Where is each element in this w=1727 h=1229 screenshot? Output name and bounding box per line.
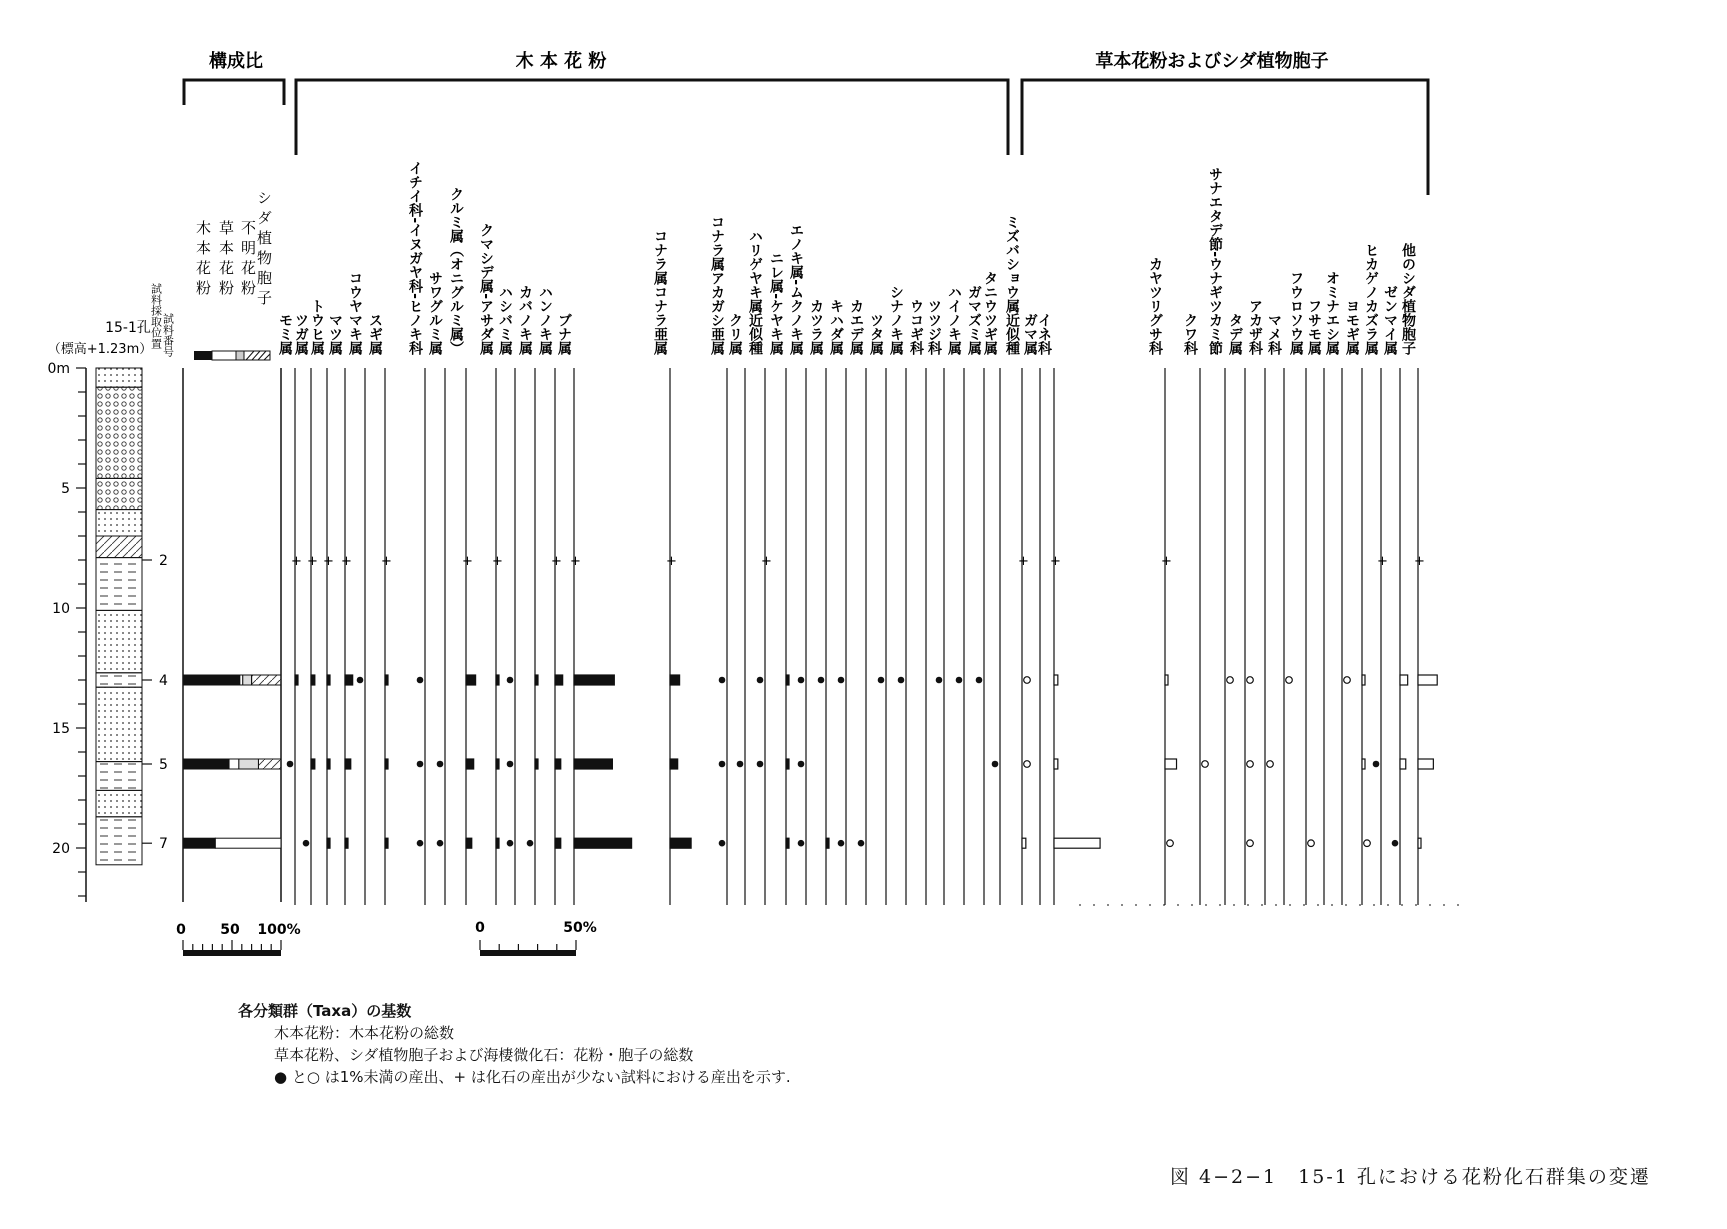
composition-panel: [183, 190, 281, 902]
composition-label: 不明花粉: [239, 220, 257, 300]
taxon-label: カヤツリグサ科: [1147, 257, 1163, 355]
legend: [238, 1000, 791, 1088]
taxon-trace-filled: [757, 677, 764, 684]
taxon-label: ツタ属: [868, 313, 884, 355]
taxon-label: エノキ属-ムクノキ属: [788, 223, 804, 355]
taxon-bar: [786, 675, 789, 685]
taxon-trace-filled: [992, 761, 999, 768]
taxon-label: カエデ属: [848, 299, 864, 355]
baseline-dot: [1079, 904, 1081, 906]
taxon-bar: [1362, 759, 1365, 769]
taxon-bar: [670, 759, 678, 769]
core-section: [47, 283, 174, 902]
taxon-column: [1344, 299, 1370, 905]
taxon-label: カツラ属: [808, 299, 824, 355]
taxon-label: フウロソウ属: [1288, 271, 1304, 355]
composition-bracket: [184, 80, 284, 105]
header-labels: [205, 48, 1360, 74]
baseline-dot: [1177, 904, 1179, 906]
taxon-label: サワグルミ属: [427, 271, 443, 355]
taxon-bar: [555, 838, 561, 848]
taxon-bar: [1400, 759, 1406, 769]
taxon-trace-filled: [719, 840, 726, 847]
baseline-dot: [1303, 904, 1305, 906]
taxon-label: ブナ属: [556, 313, 572, 355]
lithology-layer: [96, 510, 142, 536]
taxon-trace-filled: [527, 840, 534, 847]
taxon-column: [1207, 167, 1233, 905]
taxon-bar: [535, 759, 538, 769]
sample-label: 5: [159, 757, 168, 773]
depth-tick-label: 10: [52, 601, 70, 617]
taxon-trace-filled: [507, 677, 514, 684]
taxon-column: [908, 299, 926, 905]
baseline-dot: [1233, 904, 1235, 906]
taxon-label: タニウツギ属: [982, 271, 998, 355]
baseline-dot: [1387, 904, 1389, 906]
taxon-plus-mark: +: [1050, 554, 1061, 569]
composition-labels: [194, 190, 273, 310]
arboreal-bracket: [296, 80, 1008, 155]
baseline-dot: [1261, 904, 1263, 906]
taxon-column: [888, 285, 906, 905]
taxon-column: [448, 187, 476, 905]
sample-label: 2: [159, 553, 168, 569]
taxon-trace-filled: [417, 677, 424, 684]
taxon-column: [556, 313, 632, 905]
taxon-bar: [1165, 675, 1168, 685]
taxon-trace-filled: [417, 840, 424, 847]
taxon-bar: [385, 675, 388, 685]
lithology-layer: [96, 673, 142, 687]
taxon-column: [848, 299, 866, 905]
taxon-bar: [327, 675, 330, 685]
baseline-dot: [1345, 904, 1347, 906]
depth-ticks: [47, 361, 86, 896]
taxon-column: [1306, 299, 1324, 905]
taxon-trace-open: [1308, 840, 1315, 847]
taxon-column: [327, 313, 353, 905]
composition-bar-arboreal: [183, 675, 240, 685]
taxon-label: クワ科: [1182, 313, 1198, 355]
composition-label: シダ植物胞子: [255, 190, 273, 310]
taxon-label: ニレ属-ケヤキ属: [768, 251, 784, 355]
taxon-trace-open: [1364, 840, 1371, 847]
taxon-label: コウヤマキ属: [347, 271, 363, 355]
lithology-layer: [96, 558, 142, 611]
taxon-column: [367, 313, 392, 905]
taxon-bar: [574, 838, 632, 848]
taxon-trace-filled: [838, 840, 845, 847]
taxon-trace-filled: [798, 761, 805, 768]
composition-bar-arboreal: [183, 759, 229, 769]
taxon-column: [1288, 271, 1314, 905]
taxon-label: キハダ属: [828, 299, 844, 355]
composition-scale-50: 50: [220, 922, 240, 938]
taxon-column: [347, 271, 365, 905]
taxon-label: クマシデ属-アサダ属: [478, 223, 494, 355]
arboreal-header: 木 本 花 粉: [515, 51, 607, 72]
legend-line-3: ● と○ は1%未満の産出、+ は化石の産出が少ない試料における産出を示す.: [274, 1068, 791, 1086]
taxon-label: ハイノキ属: [946, 285, 962, 355]
taxon-plus-mark: +: [1377, 554, 1388, 569]
taxon-bar: [1400, 675, 1408, 685]
taxon-trace-filled: [437, 761, 444, 768]
taxon-label: ミズバショウ属近似種: [1004, 215, 1020, 355]
taxon-label: マツ属: [327, 313, 343, 355]
baseline-dot: [1331, 904, 1333, 906]
depth-tick-label: 15: [52, 721, 70, 737]
taxon-plus-mark: +: [307, 554, 318, 569]
taxon-label: フサモ属: [1306, 299, 1322, 355]
taxon-bar: [535, 675, 538, 685]
taxon-column: [1324, 271, 1350, 905]
taxon-label: クルミ属（オニグルミ属）: [448, 187, 464, 355]
taxon-bar: [1022, 838, 1026, 848]
taxon-label: ヒカゲノカズラ属: [1363, 243, 1379, 355]
taxon-bar: [574, 675, 614, 685]
composition-bar-herb: [215, 838, 281, 848]
taxon-bar: [786, 759, 789, 769]
taxon-trace-filled: [956, 677, 963, 684]
taxon-trace-open: [1267, 761, 1274, 768]
taxon-plus-mark: +: [291, 554, 302, 569]
taxon-bar: [555, 675, 563, 685]
composition-bar-fern: [258, 759, 281, 769]
taxon-label: タデ属: [1227, 313, 1243, 355]
taxon-label: サナエタデ節-ウナギツカミ節: [1207, 167, 1223, 355]
taxon-column: [982, 271, 1000, 905]
taxon-column: [309, 299, 334, 905]
taxon-column: [652, 229, 691, 905]
taxa-columns: [277, 161, 1459, 906]
taxon-column: [727, 313, 745, 905]
taxon-trace-filled: [976, 677, 983, 684]
baseline-dot: [1107, 904, 1109, 906]
taxon-label: クリ属: [727, 313, 743, 355]
taxon-plus-mark: +: [492, 554, 503, 569]
taxon-label: 他のシダ植物胞子: [1400, 243, 1416, 355]
taxon-trace-filled: [1373, 761, 1380, 768]
taxon-trace-open: [1227, 677, 1234, 684]
sample-label: 4: [159, 673, 168, 689]
baseline-dot: [1205, 904, 1207, 906]
taxon-trace-filled: [437, 840, 444, 847]
taxon-plus-mark: +: [551, 554, 562, 569]
sample-markers: [142, 553, 168, 852]
taxon-trace-filled: [936, 677, 943, 684]
taxon-label: トウヒ属: [309, 299, 325, 355]
taxon-trace-filled: [898, 677, 905, 684]
taxon-bar: [345, 759, 351, 769]
taxon-bar: [826, 838, 829, 848]
taxon-column: [709, 215, 727, 905]
taxon-trace-filled: [417, 761, 424, 768]
composition-bars: [183, 675, 281, 848]
taxon-bar: [1418, 759, 1433, 769]
sample-number-header: 試料番号: [161, 313, 175, 357]
taxon-bar: [574, 759, 612, 769]
baseline-dot: [1443, 904, 1445, 906]
composition-scale: [176, 922, 301, 956]
lithology-layer: [96, 536, 142, 558]
taxon-bar: [1362, 675, 1365, 685]
taxon-label: カバノキ属: [517, 285, 533, 355]
taxon-trace-filled: [1392, 840, 1399, 847]
percent-scale: [475, 920, 597, 956]
taxon-trace-filled: [357, 677, 364, 684]
taxon-bar: [1165, 759, 1177, 769]
taxon-column: [537, 285, 563, 905]
taxon-column: [1266, 313, 1292, 905]
lithology-layer: [96, 687, 142, 761]
taxon-trace-filled: [719, 761, 726, 768]
taxon-label: ヨモギ属: [1344, 299, 1360, 355]
baseline-dot: [1289, 904, 1291, 906]
composition-scale-0: 0: [176, 922, 186, 938]
percent-scale-0: 0: [475, 920, 485, 936]
taxon-column: [1227, 313, 1253, 905]
taxon-column: [868, 313, 886, 905]
baseline-dot: [1415, 904, 1417, 906]
taxon-bar: [466, 759, 474, 769]
herb-bracket: [1022, 80, 1428, 195]
taxon-trace-filled: [303, 840, 310, 847]
core-name: 15-1孔: [105, 320, 151, 336]
lithology-layer: [96, 387, 142, 478]
baseline-dot: [1191, 904, 1193, 906]
taxon-trace-filled: [838, 677, 845, 684]
taxon-plus-mark: +: [1018, 554, 1029, 569]
composition-bar-herb: [229, 759, 239, 769]
legend-line-2: 草本花粉、シダ植物胞子および海棲微化石：花粉・胞子の総数: [274, 1046, 694, 1064]
baseline-dot: [1247, 904, 1249, 906]
composition-bar-fern: [252, 675, 281, 685]
taxon-bar: [496, 759, 499, 769]
taxon-label: コナラ属アカガシ亜属: [709, 215, 725, 355]
taxon-bar: [496, 838, 499, 848]
taxon-column: [808, 299, 829, 905]
taxon-column: [828, 299, 846, 905]
taxon-label: アカザ科: [1247, 299, 1263, 355]
taxon-trace-open: [1202, 761, 1209, 768]
taxon-bar: [1418, 838, 1421, 848]
taxon-column: [1400, 242, 1437, 905]
taxon-bar: [385, 759, 388, 769]
taxon-label: コナラ属コナラ亜属: [652, 229, 668, 355]
taxon-plus-mark: +: [761, 554, 772, 569]
taxon-label: マメ科: [1266, 313, 1282, 355]
taxon-label: ハリゲヤキ属近似種: [747, 229, 763, 355]
taxon-trace-filled: [737, 761, 744, 768]
taxon-column: [1022, 313, 1040, 905]
taxon-label: シナノキ属: [888, 285, 904, 355]
herb-header: 草本花粉およびシダ植物胞子: [1095, 51, 1329, 72]
taxon-bar: [1054, 838, 1100, 848]
taxon-bar: [466, 838, 472, 848]
taxon-trace-open: [1286, 677, 1293, 684]
lithology-layer: [96, 817, 142, 865]
taxon-trace-filled: [798, 677, 805, 684]
percent-scale-50: 50%: [563, 920, 597, 936]
taxon-trace-filled: [719, 677, 726, 684]
taxon-bar: [345, 838, 348, 848]
lithology-layer: [96, 478, 142, 509]
composition-label: 木本花粉: [194, 220, 212, 300]
lithology-layer: [96, 368, 142, 387]
taxon-trace-filled: [757, 761, 764, 768]
lithology-column: [96, 368, 142, 865]
taxon-bar: [311, 675, 315, 685]
sample-label: 7: [159, 836, 168, 853]
taxon-trace-filled: [507, 761, 514, 768]
taxon-plus-mark: +: [462, 554, 473, 569]
taxon-column: [768, 251, 789, 905]
taxon-trace-filled: [818, 677, 825, 684]
taxon-column: [1147, 257, 1177, 905]
taxon-label: ガマズミ属: [966, 285, 982, 355]
composition-legend-swatch: [194, 351, 270, 360]
taxon-column: [926, 299, 944, 905]
taxon-label: ツツジ科: [926, 299, 942, 355]
taxon-column: [1182, 313, 1208, 905]
taxon-label: ウコギ科: [908, 299, 924, 355]
taxon-bar: [670, 838, 691, 848]
composition-header: 構成比: [209, 51, 263, 72]
composition-bar-unknown: [243, 675, 252, 685]
taxon-plus-mark: +: [341, 554, 352, 569]
taxon-column: [497, 285, 515, 905]
legend-line-1: 木本花粉：木本花粉の総数: [274, 1024, 455, 1042]
taxon-label: ハンノキ属: [537, 285, 553, 355]
taxon-plus-mark: +: [570, 554, 581, 569]
baseline-dot: [1317, 904, 1319, 906]
taxon-bar: [1054, 675, 1058, 685]
taxon-column: [293, 313, 318, 905]
taxon-column: [1382, 285, 1408, 905]
taxon-trace-filled: [287, 761, 294, 768]
taxon-column: [427, 271, 445, 905]
taxon-bar: [295, 675, 298, 685]
composition-bar-unknown: [239, 759, 259, 769]
baseline-dot: [1121, 904, 1123, 906]
taxon-plus-mark: +: [1414, 554, 1425, 569]
baseline-dot: [1219, 904, 1221, 906]
taxon-bar: [466, 675, 476, 685]
core-elevation: （標高+1.23m）: [47, 342, 153, 357]
taxon-trace-filled: [507, 840, 514, 847]
taxon-column: [966, 285, 984, 905]
composition-label: 草本花粉: [217, 220, 235, 300]
header-brackets: [184, 80, 1428, 195]
taxon-bar: [670, 675, 680, 685]
baseline-dot: [1163, 904, 1165, 906]
taxon-trace-open: [1247, 761, 1254, 768]
taxon-column: [1247, 299, 1273, 905]
depth-tick-label: 0m: [47, 361, 70, 377]
taxon-trace-open: [1247, 677, 1254, 684]
taxon-bar: [311, 759, 315, 769]
taxon-label: ツガ属: [293, 313, 309, 355]
sample-position-header: 試料採取位置: [149, 283, 163, 349]
legend-title: 各分類群（Taxa）の基数: [238, 1002, 412, 1020]
taxon-label: イネ科: [1036, 313, 1052, 355]
taxon-bar: [555, 759, 561, 769]
taxon-plus-mark: +: [1161, 554, 1172, 569]
baseline-dot: [1429, 904, 1431, 906]
taxon-bar: [327, 759, 330, 769]
taxon-column: [407, 161, 425, 905]
taxon-bar: [345, 675, 353, 685]
taxon-trace-filled: [858, 840, 865, 847]
taxon-bar: [496, 675, 499, 685]
composition-bar-arboreal: [183, 838, 215, 848]
taxon-label: スギ属: [367, 313, 383, 355]
taxon-label: ゼンマイ属: [1382, 285, 1398, 355]
taxon-plus-mark: +: [666, 554, 677, 569]
baseline-dot: [1359, 904, 1361, 906]
taxon-trace-open: [1247, 840, 1254, 847]
taxon-plus-mark: +: [323, 554, 334, 569]
baseline-dot: [1401, 904, 1403, 906]
taxon-label: ハシバミ属: [497, 285, 513, 355]
taxon-label: モミ属: [277, 313, 293, 355]
baseline-dot: [1093, 904, 1095, 906]
depth-tick-label: 5: [61, 481, 70, 497]
taxon-column: [946, 285, 964, 905]
baseline-dot: [1275, 904, 1277, 906]
taxon-column: [1036, 313, 1100, 905]
composition-scale-100: 100%: [257, 922, 301, 938]
taxon-trace-filled: [798, 840, 805, 847]
baseline-dot: [1149, 904, 1151, 906]
taxon-bar: [786, 838, 789, 848]
taxon-column: [517, 285, 538, 905]
taxon-trace-open: [1167, 840, 1174, 847]
taxon-bar: [1054, 759, 1058, 769]
lithology-layer: [96, 610, 142, 672]
figure-caption: 図 4−2−1 15-1 孔における花粉化石群集の変遷: [1170, 1166, 1651, 1188]
taxon-trace-open: [1344, 677, 1351, 684]
lithology-layer: [96, 762, 142, 791]
lithology-layer: [96, 790, 142, 816]
taxon-bar: [385, 838, 388, 848]
taxon-trace-open: [1024, 677, 1031, 684]
taxon-label: ガマ属: [1022, 313, 1038, 355]
baseline-dot: [1457, 904, 1459, 906]
taxon-plus-mark: +: [381, 554, 392, 569]
taxon-label: オミナエシ属: [1324, 271, 1340, 355]
taxon-bar: [1418, 675, 1437, 685]
taxon-trace-filled: [878, 677, 885, 684]
taxon-trace-open: [1024, 761, 1031, 768]
baseline-dot: [1373, 904, 1375, 906]
taxon-column: [788, 223, 806, 905]
taxon-label: イチイ科-イヌガヤ科-ヒノキ科: [407, 161, 423, 355]
taxon-bar: [327, 838, 330, 848]
baseline-dot: [1135, 904, 1137, 906]
depth-tick-label: 20: [52, 841, 70, 857]
